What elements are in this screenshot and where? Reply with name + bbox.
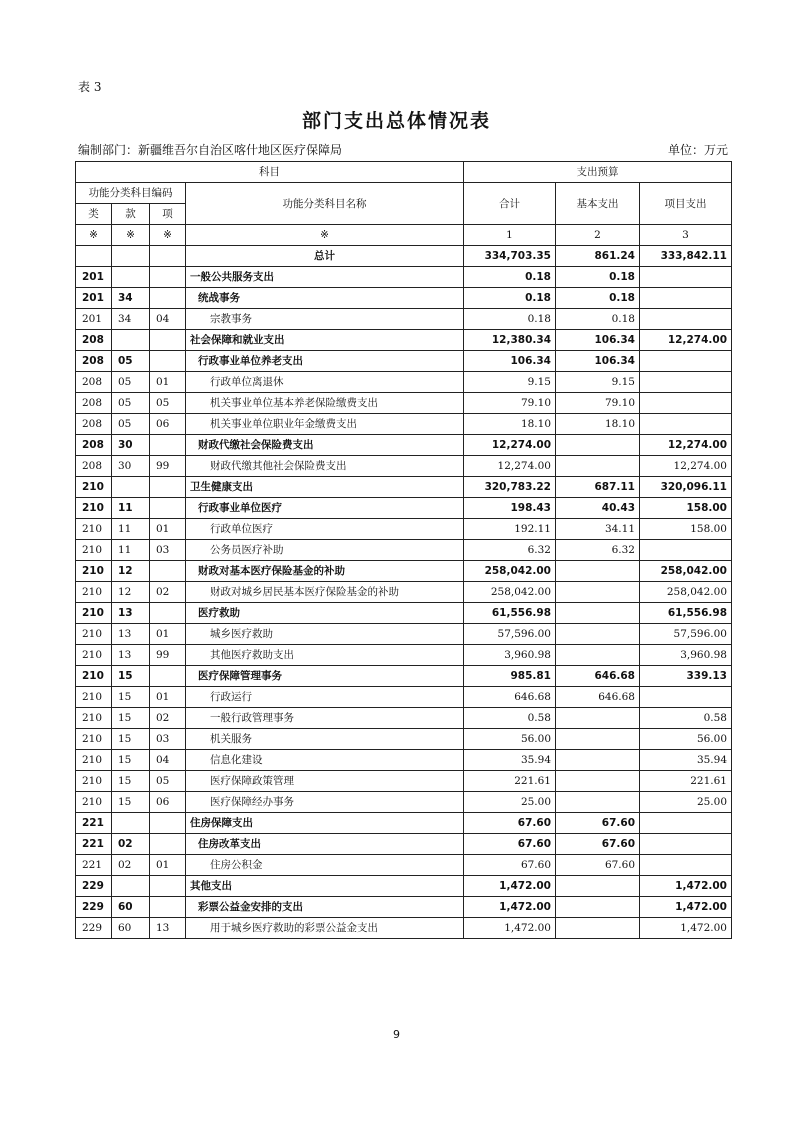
table-row [76, 897, 732, 918]
section-code [112, 876, 150, 897]
item-code: 03 [150, 540, 186, 561]
project-value [640, 855, 732, 876]
total-value: 18.10 [464, 414, 556, 435]
total-value: 12,274.00 [464, 456, 556, 477]
section-code: 12 [112, 561, 150, 582]
section-code: 12 [112, 582, 150, 603]
total-value: 0.58 [464, 708, 556, 729]
section-code: 02 [112, 834, 150, 855]
basic-value [556, 771, 640, 792]
category-code: 210 [76, 792, 112, 813]
total-value: 3,960.98 [464, 645, 556, 666]
table-row [76, 918, 732, 939]
category-code: 201 [76, 309, 112, 330]
grand-total-value: 334,703.35 [464, 246, 556, 267]
category-code: 210 [76, 561, 112, 582]
table-row [76, 834, 732, 855]
item-code: 03 [150, 729, 186, 750]
basic-value: 106.34 [556, 351, 640, 372]
basic-value [556, 561, 640, 582]
mark-cell: 2 [556, 225, 640, 246]
project-value [640, 288, 732, 309]
basic-value [556, 582, 640, 603]
project-value: 1,472.00 [640, 897, 732, 918]
total-value: 35.94 [464, 750, 556, 771]
subject-name: 公务员医疗补助 [186, 540, 464, 561]
project-value: 158.00 [640, 519, 732, 540]
item-code: 01 [150, 372, 186, 393]
project-value: 339.13 [640, 666, 732, 687]
section-code: 05 [112, 351, 150, 372]
basic-value: 67.60 [556, 813, 640, 834]
category-code: 201 [76, 288, 112, 309]
lei-header: 类 [76, 204, 112, 225]
item-code [150, 561, 186, 582]
subject-name: 城乡医疗救助 [186, 624, 464, 645]
item-code [150, 477, 186, 498]
total-value: 0.18 [464, 288, 556, 309]
basic-value [556, 645, 640, 666]
basic-value: 0.18 [556, 267, 640, 288]
category-code: 210 [76, 645, 112, 666]
budget-header: 支出预算 [464, 162, 732, 183]
section-code: 60 [112, 897, 150, 918]
subject-name: 行政运行 [186, 687, 464, 708]
project-value: 1,472.00 [640, 876, 732, 897]
section-code: 11 [112, 519, 150, 540]
table-row [76, 540, 732, 561]
section-code: 30 [112, 456, 150, 477]
section-code: 30 [112, 435, 150, 456]
total-value: 67.60 [464, 813, 556, 834]
category-code: 201 [76, 267, 112, 288]
category-code: 210 [76, 729, 112, 750]
project-value: 57,596.00 [640, 624, 732, 645]
section-code: 15 [112, 729, 150, 750]
basic-value [556, 918, 640, 939]
item-code: 01 [150, 519, 186, 540]
project-value: 12,274.00 [640, 435, 732, 456]
project-value [640, 393, 732, 414]
section-code: 15 [112, 792, 150, 813]
table-row [76, 855, 732, 876]
category-code: 210 [76, 666, 112, 687]
category-code: 208 [76, 351, 112, 372]
basic-value [556, 435, 640, 456]
total-value: 57,596.00 [464, 624, 556, 645]
section-code: 05 [112, 414, 150, 435]
project-value [640, 414, 732, 435]
category-code: 208 [76, 414, 112, 435]
item-code [150, 876, 186, 897]
total-value: 25.00 [464, 792, 556, 813]
section-code: 11 [112, 540, 150, 561]
item-code [150, 267, 186, 288]
section-code: 60 [112, 918, 150, 939]
table-row [76, 645, 732, 666]
section-code [112, 813, 150, 834]
category-code: 208 [76, 435, 112, 456]
item-code [150, 288, 186, 309]
project-value [640, 687, 732, 708]
project-value [640, 834, 732, 855]
total-value: 646.68 [464, 687, 556, 708]
category-code: 210 [76, 687, 112, 708]
total-value: 258,042.00 [464, 561, 556, 582]
item-code [150, 498, 186, 519]
subject-name: 彩票公益金安排的支出 [186, 897, 464, 918]
table-row [76, 582, 732, 603]
table-row [76, 624, 732, 645]
category-code: 208 [76, 372, 112, 393]
category-code: 210 [76, 582, 112, 603]
project-value: 3,960.98 [640, 645, 732, 666]
item-code [150, 834, 186, 855]
category-code: 221 [76, 855, 112, 876]
item-code [150, 603, 186, 624]
section-code: 05 [112, 372, 150, 393]
section-code: 13 [112, 645, 150, 666]
subject-name: 其他医疗救助支出 [186, 645, 464, 666]
item-code: 01 [150, 855, 186, 876]
name-header: 功能分类科目名称 [186, 183, 464, 225]
section-code: 13 [112, 603, 150, 624]
section-code: 15 [112, 666, 150, 687]
project-value: 25.00 [640, 792, 732, 813]
item-code [150, 351, 186, 372]
item-code: 06 [150, 414, 186, 435]
subject-name: 住房改革支出 [186, 834, 464, 855]
subject-header: 科目 [76, 162, 464, 183]
basic-value [556, 792, 640, 813]
category-code: 210 [76, 624, 112, 645]
unit-label: 单位：万元 [667, 143, 728, 157]
category-code: 210 [76, 519, 112, 540]
category-code: 221 [76, 834, 112, 855]
project-value: 12,274.00 [640, 330, 732, 351]
project-value [640, 309, 732, 330]
basic-value: 687.11 [556, 477, 640, 498]
project-value [640, 267, 732, 288]
category-code: 210 [76, 708, 112, 729]
subject-name: 住房保障支出 [186, 813, 464, 834]
department-label: 编制部门：新疆维吾尔自治区喀什地区医疗保障局 [78, 143, 343, 157]
subject-name: 住房公积金 [186, 855, 464, 876]
table-row [76, 603, 732, 624]
item-code [150, 813, 186, 834]
subject-name: 一般行政管理事务 [186, 708, 464, 729]
subject-name: 一般公共服务支出 [186, 267, 464, 288]
category-code: 208 [76, 330, 112, 351]
section-code [112, 267, 150, 288]
table-row [76, 519, 732, 540]
section-code: 34 [112, 309, 150, 330]
item-code: 06 [150, 792, 186, 813]
project-value: 221.61 [640, 771, 732, 792]
subject-name: 行政单位医疗 [186, 519, 464, 540]
subject-name: 财政代缴社会保险费支出 [186, 435, 464, 456]
basic-value: 18.10 [556, 414, 640, 435]
page-number: 9 [393, 1028, 400, 1041]
subject-name: 信息化建设 [186, 750, 464, 771]
table-row [76, 876, 732, 897]
total-value: 61,556.98 [464, 603, 556, 624]
item-code: 04 [150, 750, 186, 771]
total-value: 67.60 [464, 834, 556, 855]
basic-header: 基本支出 [556, 183, 640, 225]
subject-name: 用于城乡医疗救助的彩票公益金支出 [186, 918, 464, 939]
table-row [76, 708, 732, 729]
table-row [76, 792, 732, 813]
total-value: 1,472.00 [464, 918, 556, 939]
table-row [76, 750, 732, 771]
item-code [150, 435, 186, 456]
category-code: 210 [76, 477, 112, 498]
basic-value [556, 729, 640, 750]
subject-name: 财政对基本医疗保险基金的补助 [186, 561, 464, 582]
basic-value [556, 624, 640, 645]
section-code: 05 [112, 393, 150, 414]
basic-value [556, 708, 640, 729]
table-row [76, 330, 732, 351]
subject-name: 医疗救助 [186, 603, 464, 624]
section-code: 15 [112, 771, 150, 792]
project-value [640, 813, 732, 834]
basic-value: 646.68 [556, 687, 640, 708]
project-value: 258,042.00 [640, 582, 732, 603]
basic-value [556, 897, 640, 918]
basic-value: 9.15 [556, 372, 640, 393]
mark-cell: ※ [112, 225, 150, 246]
basic-value: 79.10 [556, 393, 640, 414]
mark-cell: ※ [76, 225, 112, 246]
section-code: 15 [112, 750, 150, 771]
project-value: 12,274.00 [640, 456, 732, 477]
category-code: 210 [76, 771, 112, 792]
section-code: 11 [112, 498, 150, 519]
table-row [76, 414, 732, 435]
item-code [150, 897, 186, 918]
section-code: 13 [112, 624, 150, 645]
table-row [76, 267, 732, 288]
total-value: 56.00 [464, 729, 556, 750]
subject-name: 行政单位离退休 [186, 372, 464, 393]
table-row [76, 351, 732, 372]
project-value: 35.94 [640, 750, 732, 771]
total-value: 198.43 [464, 498, 556, 519]
item-code: 05 [150, 393, 186, 414]
item-code: 02 [150, 708, 186, 729]
table-number: 表 3 [78, 80, 102, 94]
category-code: 208 [76, 456, 112, 477]
total-value: 67.60 [464, 855, 556, 876]
subject-name: 机关事业单位职业年金缴费支出 [186, 414, 464, 435]
subject-name: 医疗保障政策管理 [186, 771, 464, 792]
item-code: 02 [150, 582, 186, 603]
section-code: 15 [112, 687, 150, 708]
section-code: 34 [112, 288, 150, 309]
item-code: 99 [150, 645, 186, 666]
table-row [76, 666, 732, 687]
project-value: 258,042.00 [640, 561, 732, 582]
subject-name: 机关服务 [186, 729, 464, 750]
basic-value: 0.18 [556, 309, 640, 330]
grand-total-label: 总计 [186, 246, 464, 267]
section-code [112, 477, 150, 498]
basic-value: 40.43 [556, 498, 640, 519]
item-code: 01 [150, 624, 186, 645]
section-code: 02 [112, 855, 150, 876]
item-code [150, 666, 186, 687]
expenditure-table [75, 161, 732, 939]
subject-name: 社会保障和就业支出 [186, 330, 464, 351]
total-value: 320,783.22 [464, 477, 556, 498]
category-code: 229 [76, 876, 112, 897]
subject-name: 宗教事务 [186, 309, 464, 330]
total-value: 79.10 [464, 393, 556, 414]
total-header: 合计 [464, 183, 556, 225]
category-code: 210 [76, 750, 112, 771]
basic-value: 67.60 [556, 855, 640, 876]
item-code: 05 [150, 771, 186, 792]
table-row [76, 309, 732, 330]
basic-value: 67.60 [556, 834, 640, 855]
mark-cell: ※ [150, 225, 186, 246]
total-value: 985.81 [464, 666, 556, 687]
subject-name: 其他支出 [186, 876, 464, 897]
basic-value [556, 456, 640, 477]
table-row [76, 729, 732, 750]
table-row [76, 498, 732, 519]
kuan-header: 款 [112, 204, 150, 225]
project-value [640, 540, 732, 561]
basic-value: 0.18 [556, 288, 640, 309]
subject-name: 医疗保障经办事务 [186, 792, 464, 813]
table-row [76, 393, 732, 414]
project-value: 158.00 [640, 498, 732, 519]
total-value: 12,274.00 [464, 435, 556, 456]
project-value [640, 351, 732, 372]
basic-value [556, 603, 640, 624]
category-code: 229 [76, 897, 112, 918]
basic-value: 34.11 [556, 519, 640, 540]
mark-cell: 3 [640, 225, 732, 246]
subject-name: 行政事业单位养老支出 [186, 351, 464, 372]
table-row [76, 372, 732, 393]
total-value: 258,042.00 [464, 582, 556, 603]
subject-name: 统战事务 [186, 288, 464, 309]
subject-name: 行政事业单位医疗 [186, 498, 464, 519]
table-row [76, 477, 732, 498]
xiang-header: 项 [150, 204, 186, 225]
item-code: 99 [150, 456, 186, 477]
category-code: 221 [76, 813, 112, 834]
project-value: 1,472.00 [640, 918, 732, 939]
project-header: 项目支出 [640, 183, 732, 225]
basic-value [556, 750, 640, 771]
project-value: 56.00 [640, 729, 732, 750]
mark-row [76, 225, 732, 246]
project-value: 320,096.11 [640, 477, 732, 498]
basic-value: 6.32 [556, 540, 640, 561]
grand-total-project: 333,842.11 [640, 246, 732, 267]
category-code: 229 [76, 918, 112, 939]
project-value: 61,556.98 [640, 603, 732, 624]
section-code [112, 330, 150, 351]
item-code: 04 [150, 309, 186, 330]
subject-name: 卫生健康支出 [186, 477, 464, 498]
mark-cell: 1 [464, 225, 556, 246]
category-code: 208 [76, 393, 112, 414]
table-row [76, 435, 732, 456]
item-code [150, 330, 186, 351]
header-row-1 [76, 162, 732, 183]
table-row [76, 456, 732, 477]
total-value: 1,472.00 [464, 876, 556, 897]
item-code: 13 [150, 918, 186, 939]
subject-name: 机关事业单位基本养老保险缴费支出 [186, 393, 464, 414]
code-group-header: 功能分类科目编码 [76, 183, 186, 204]
total-value: 0.18 [464, 309, 556, 330]
total-value: 6.32 [464, 540, 556, 561]
subject-name: 医疗保障管理事务 [186, 666, 464, 687]
total-value: 192.11 [464, 519, 556, 540]
total-value: 106.34 [464, 351, 556, 372]
total-value: 12,380.34 [464, 330, 556, 351]
table-row [76, 687, 732, 708]
category-code: 210 [76, 603, 112, 624]
total-value: 0.18 [464, 267, 556, 288]
header-row-2 [76, 183, 732, 204]
table-row [76, 561, 732, 582]
category-code: 210 [76, 498, 112, 519]
section-code: 15 [112, 708, 150, 729]
subject-name: 财政代缴其他社会保险费支出 [186, 456, 464, 477]
basic-value: 646.68 [556, 666, 640, 687]
total-value: 221.61 [464, 771, 556, 792]
table-row [76, 813, 732, 834]
category-code: 210 [76, 540, 112, 561]
grand-total-row [76, 246, 732, 267]
total-value: 1,472.00 [464, 897, 556, 918]
basic-value [556, 876, 640, 897]
grand-total-basic: 861.24 [556, 246, 640, 267]
table-row [76, 288, 732, 309]
project-value [640, 372, 732, 393]
subject-name: 财政对城乡居民基本医疗保险基金的补助 [186, 582, 464, 603]
item-code: 01 [150, 687, 186, 708]
mark-cell: ※ [186, 225, 464, 246]
basic-value: 106.34 [556, 330, 640, 351]
project-value: 0.58 [640, 708, 732, 729]
table-row [76, 771, 732, 792]
page-title: 部门支出总体情况表 [301, 110, 491, 132]
total-value: 9.15 [464, 372, 556, 393]
